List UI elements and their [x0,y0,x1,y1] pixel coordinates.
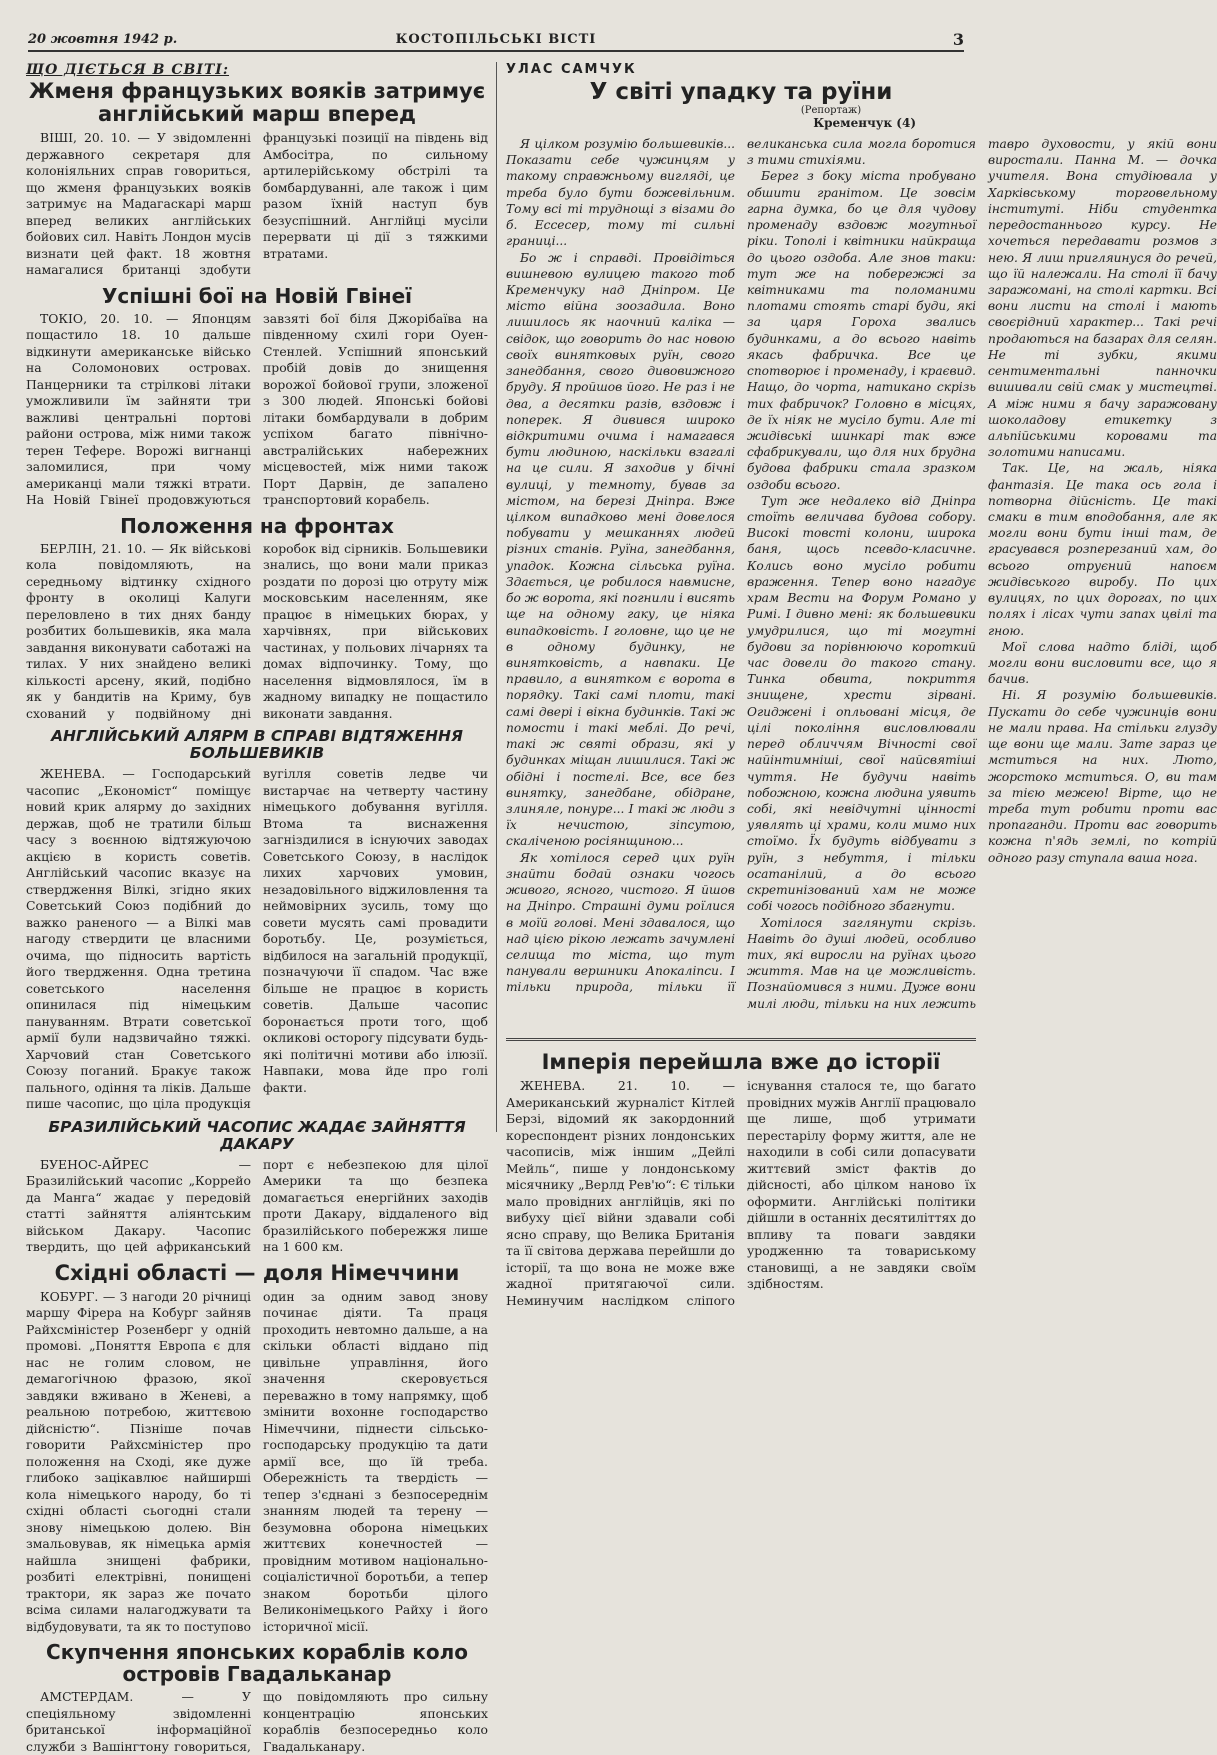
article-body: ЖЕНЕВА. 21. 10. — Американський журналіст Кітлей Берзі, відомий як закордонний кореспондент різних лондонських часописів, між іншим „Дейлі Мейль“, пише у лондонському місячнику „Верлд Рев'ю“: Є тільки мало провідних англійців, які по вибуху цієї війни здавали собі ясно справу, що Велика Британія та її світова держава перейшли до історії, та що вона не може вже жадної притягаючої сили. Неминучим наслідком сліпого існування сталося те, що багато провідних мужів Англії працювало ще лише, щоб утримати перестарілу форму життя, але не находили в собі сили допасувати життєвий зміст фактів до дійсності, або цілком наново їх оформити. Англійські політики дійшли в останніх десятиліттях до впливу та поваги завдяки уродженню та товариському становищі, а не завдяки своїм здібностям. [506,1078,976,1308]
reportage-title: У світі упадку та руїни [589,79,893,105]
left-column [26,62,488,1754]
paragraph: Хотілося заглянути скрізь. Навіть до душі людей, особливо тих, які виросли на руїнах цього життя. Мав на це можливість. Познайомився з ними. Дуже вони милі люди, тільки на них лежить тавро духовости, у якій вони виростали. Панна М. — дочка учителя. Вона студіювала у Харківському торговельному інституті. Ніби студентка передостаннього курсу. Не хочеться передавати розмов з нею. Я лиш пригляинуся до речей, що їй належали. На столі її бачу заражомані, на столі картки. Всі вони листи на столі і мають своєрідний характер... Такі речі продаються на базарах для селян. Не ті зубки, якими сентиментальні панночки вишивали свій смак у мистецтві. А між ними я бачу заражовану шоколадову етикетку з альпійськими коровами та золотими написами. [747,137,1217,1011]
issue-date: 20 жовтня 1942 р. [28,32,178,47]
paragraph: Як хотілося серед цих руїн знайти бодай ознаки чогось живого, ясного, чистого. Я йшов на Дніпро. Страшні думи роїлися в моїй голові. Мені здавалося, що над цією рікою лежать зачумлені селища то міста, що тут панували вершники Апокаліпси. І тільки природа, тільки її великанська сила могла боротися з тими стихіями. [506,137,976,995]
article-headline: Східні області — доля Німеччини [54,1260,460,1285]
article-body: БУЕНОС-АЙРЕС — Бразилійський часопис „Коррейо да Манга“ жадає у передовій статті зайняття аліянтським військом Дакару. Часопис твердить, що цей африканський порт є небезпекою для цілої Америки та що безпека домагається енергійних заходів проти Дакару, віддаленого від бразилійського побережжя лише на 1 600 км. [26,1156,488,1255]
article-body: ТОКІО, 20. 10. — Японцям пощастило 18. 10 дальше відкинути американське військо на Соломонових островах. Панцерники та стрілкові літаки уможливили їм зайняти три важливі центральні портові райони острова, між ними також терен Тефере. Ворожі вигнанці заломилися, при чому американці мали тяжкі втрати. На Новій Гвінеї продовжуються завзяті бої біля Джорібаїва на південному схилі гори Оуен-Стенлей. Успішний японський пробій довів до знищення ворожої бойової групи, зложеної з 300 людей. Японські бойові літаки бомбардували в добрим успіхом багато північно-австралійських набережних місцевостей, між ними також Порт Дарвін, де запалено транспортовий корабель. [26,310,488,508]
column-divider [496,62,497,1132]
author-name: УЛАС САМЧУК [506,62,637,77]
newspaper-name: КОСТОПІЛЬСЬКІ ВІСТІ [395,32,597,47]
paragraph: Ні. Я розумію большевиків. Пускати до себе чужинців вони не мали права. На стільки глузду ще вони ще мали. Зате зараз це мститься на них. Люто, жорстоко мститься. О, ви там за тією межею! Вірте, що не треба тут робити проти вас пропаганди. Проти вас говорить кожна п'ядь землі, по котрій одного разу ступала ваша нога. [988,688,1217,865]
reportage-body [506,136,1217,1026]
article-headline: Імперія перейшла вже до історії [541,1050,941,1074]
paragraph: Бо ж і справді. Провідіться вишневою вулицею такого тоб Кременчуку над Дніпром. Це місто війна зоозадила. Воно лишилось як наочний каліка — свідок, що говорить до нас новою своїх винятковых руїн, свого занедбання, свого дивовижного бруду. Я пройшов його. Не раз і не два, а десятки разів, вздовж і поперек. Я дивився широко відкритими очима і намагався бути людиною, наскільки взагалі на це сили. Я заходив у бічні вулиці, у темноту, бував за містом, на березі Дніпра. Вже цілком випадково мені довелося побувати у мешканнях людей різних станів. Руїна, занедбання, упадок. Кожна сільська руїна. Здається, це робилося навмисне, бо ж ворота, які погнили і висять ще на одному гаку, це ніяка випадковість. І головне, що це не в одному будинку, не винятковість, а навпаки. Це правило, а винятком є ворота в порядку. Такі самі плоти, такі самі двері і вікна будинків. Такі ж помости і такі меблі. До речі, такі ж святі образи, які у будинках міщан лишилися. Такі ж обідні і постелі. Все, все без винятку, занедбане, обідране, злиняле, понуре... І такі ж люди з їх нечистою, зіпсутою, скаліченою росіянщиною... [506,250,735,849]
page-number: 3 [952,30,964,49]
article-headline: Положення на фронтах [120,513,394,538]
article-headline: Скупчення японських кораблів коло островів Гвадальканар [46,1640,468,1687]
paragraph: Мої слова надто бліді, щоб могли вони висловити все, що я бачив. [988,639,1217,687]
section-rubric: ЩО ДІЄТЬСЯ В СВІТІ: [26,62,230,78]
paragraph: Тут же недалеко від Дніпра стоїть величава будова собору. Високі товсті колони, широка баня, щось псевдо-класичне. Колись воно мусіло робити враження. Тепер воно нагадує храм Вести на Форум Романо у Римі. І дивно мені: як большевики умудрилися, що ті могутні будови за порівнюючо короткий час довели до такого стану. Тинка обвита, покриття знищене, хрести зірвані. Огиджені і опльовані місця, де цілі покоління висловлювали перед обличчям Вічності свої найінтимніші, свої найсвятіші чуття. Не будучи навіть побожною, кожна людина уявить собі, які невідчутні цінності уявлять ці храми, коли мимо них стоїмо. Їх будуть відбувати з руїн, з небуття, і тільки осатанілий, а до всього скретинізований хам не може собі чогось подібного збагнути. [747,493,976,914]
article-headline: Успішні бої на Новій Гвінеї [101,283,413,308]
page-header [28,30,964,52]
article-body: ЖЕНЕВА. — Господарський часопис „Економіст“ поміщує новий крик алярму до західних держав, щоб не тратили більш часу з воєнною відтяжуючою акцією в користь советів. Англійський часопис вказує на ствердження Вілкі, згідно яких Советський Союз подібний до важко раненого — а Вілкі мав нагоду ствердити це власними очима, що підносить вартість його твердження. Одна третина советського населення опинилася під німецьким пануванням. Втрати советської армії були надзвичайно тяжкі. Харчовий стан Советського Союзу поганий. Бракує також пального, одіння та ліків. Дальше пише часопис, що ціла продукція вугілля советів ледве чи вистарчає на четверту частину німецького добування вугілля. Втома та виснаження загніздилися в існуючих заводах Советського Союзу, в наслідок лихих харчових умовин, незадовільного віджиловлення та неймовірних зусиль, тому що совети мусять самі провадити боротьбу. Це, розуміється, відбилося на загальній продукції, позначуючи її спадом. Час вже більше не працює в користь советів. Дальше часопис боронається проти того, щоб окликові осторогу підсувати будь-які політичні мотиви або ілюзії. Навпаки, мова йде про голі факти. [26,766,488,1112]
article-headline: БРАЗИЛІЙСЬКИЙ ЧАСОПИС ЖАДАЄ ЗАЙНЯТТЯ ДАКАРУ [48,1117,466,1153]
article-body: АМСТЕРДАМ. — У спеціяльному звідомленні британської інформаційної служби з Вашінгтону говориться, що повідомляють про сильну концентрацію японських кораблів безпосередньо коло Гвадальканару. [26,1689,488,1754]
paragraph: Так. Це, на жаль, ніяка фантазія. Це така ось гола і потворна дійсність. Це такі смаки в тим вподобання, але як могли вони бути інші там, де грасувався розперезаний хам, до всього отруєний напоєм жидівського виробу. По цих вулицях, по цих дорогах, по цих полях і лісах чути запах цвілі та гною. [988,461,1217,638]
section-divider [506,1038,976,1041]
article-body: КОБУРГ. — З нагоди 20 річниці маршу Фірера на Кобург зайняв Райхсміністер Розенберг у одній промові. „Поняття Европа є для нас не голим словом, не демагогічною фразою, якої завдяки вживано в Женеві, а реальною потребою, життєвою дійсністю“. Пізніше почав говорити Райхсміністер про положення на Сході, яке дуже глибоко зацікавлює найширші кола німецького народу, бо ті східні області сьогодні стали знову німецькою долею. Він змальовував, як німецька армія найшла знищені фабрики, розбиті електрівні, понищені трактори, як зараз же почато всіма силами налагоджувати та відбудовувати, та як то поступово один за одним завод знову починає діяти. Та праця проходить невтомно дальше, а на скільки області віддано під цивільне управління, його значення скеровується переважно в тому напрямку, щоб змінити вохонне господарство Німеччини, піднести сільсько-господарську продукцію та дати армії все, що їй треба. Обережність та твердість — тепер з'єднані з безпосереднім знанням людей та терену — безумовна оборона німецьких життєвих конечностей — провідним мотивом національно-соціалістичної боротьби, а тепер знаком боротьби цілого Великонімецького Райху і його історичної місії. [26,1288,488,1634]
paragraph: Берег з боку міста пробувано обшити гранітом. Це зовсім гарна думка, бо це для чудову променаду вздовж могутньої ріки. Тополі і квітники найкраща до цього оздоба. Але знов таки: тут же на побережжі за квітниками та поломаними плотами стоять старі буди, які за царя Гороха звались будинками, а до всього навіть якась фабричка. Все це спотворює і променаду, і краєвид. Нащо, до чорта, натикано скрізь тих фабричок? Головно в місцях, де їх ніяк не мусіло бути. Але ті жидівські шинкарі так вже сфабрикували, що для них брудна будова фабрики стала зразком оздоби всього. [747,169,976,492]
article-headline: АНГЛІЙСЬКИЙ АЛЯРМ В СПРАВІ ВІДТЯЖЕННЯ БОЛЬШЕВИКІВ [51,727,463,763]
right-column [506,62,1217,1392]
article-body: БЕРЛІН, 21. 10. — Як військові кола повідомляють, на середньому відтинку східного фронту в околиці Калуги переловлено в тих днях банду розбитих большевиків, яка мала завдання виконувати саботажі на тилах. У них знайдено великі кількості арсену, який, подібно як у бандитів на Криму, був схований у подвійному дні коробок від сірників. Большевики знались, що вони мали приказ роздати по дорозі цю отруту між московським населенням, яке працює в німецьких бюрах, у харчівнях, при військових частинах, у польових лічарнях та домах відпочинку. Тому, що населення відмовлялося, їм в жадному випадку не пощастило виконати завдання. [26,540,488,721]
article-headline: Жменя французьких вояків затримує англійський марш вперед [28,79,486,127]
reportage-subtitle: (Репортаж) [800,105,862,116]
reportage-place: Кременчук (4) [813,116,916,130]
article-body: ВІШІ, 20. 10. — У звідомленні державного секретаря для колоніяльних справ говориться, що жменя французьких вояків затримує на Мадагаскарі марш вперед великих англійських бойових сил. Навіть Лондон мусів визнати цей факт. 18 жовтня намагалися британці здобути французькі позиції на південь від Амбосітра, по сильному артилерійському обстрілі та бомбардуванні, але також і цим разом їхній наступ був безуспішний. Англійці мусіли перервати ці дії з тяжкими втратами. [26,130,488,278]
paragraph: Я цілком розумію большевиків... Показати себе чужинцям у такому справжньому вигляді, це треба було бути божевільним. Тому всі ті труднощі з візами до б. Ессесер, тому ті сильні границі... [506,137,735,249]
